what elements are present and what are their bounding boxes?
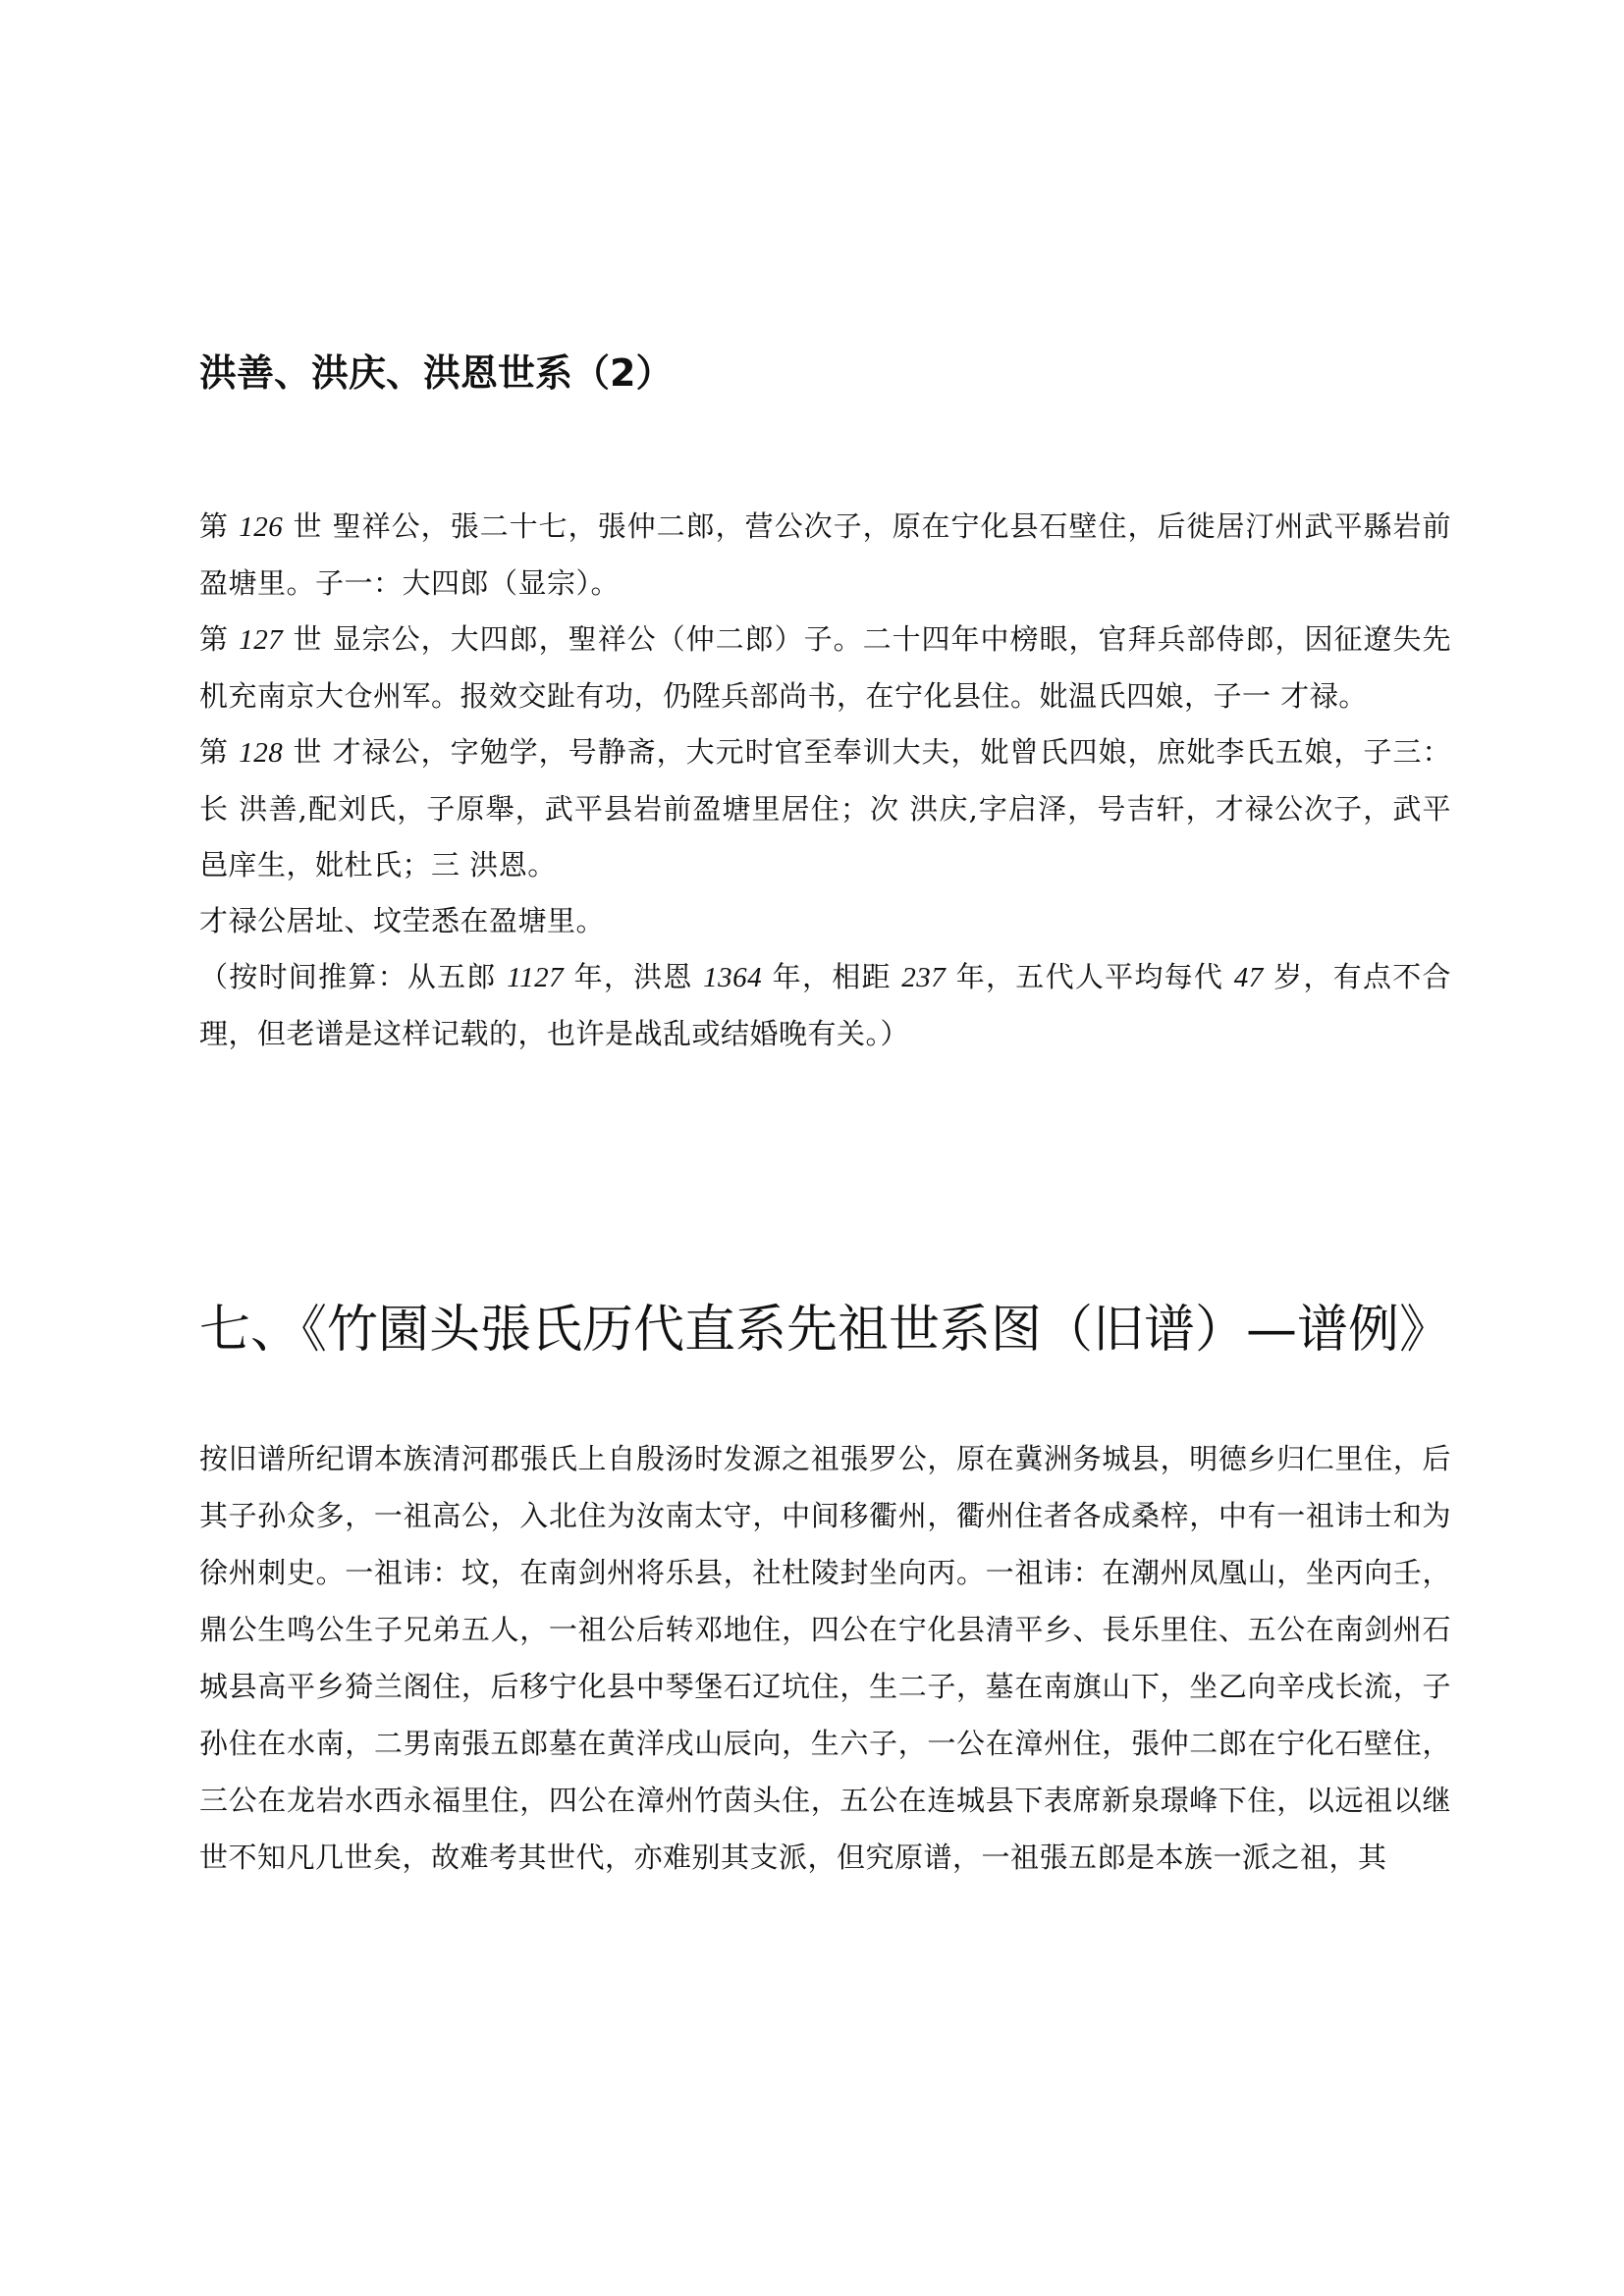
gen-127-prefix: 第	[199, 622, 229, 656]
note-number-4: 47	[1233, 962, 1264, 993]
note-paragraph	[199, 949, 1451, 1062]
note-part-5: 岁，有点不合理，但老谱是这样记载的，也许是战乱或结婚晚有关。）	[199, 960, 1452, 1050]
note-year-1: 1127	[507, 962, 565, 993]
note-part-1: （按时间推算：从五郎	[199, 960, 497, 993]
gen-127-paragraph	[199, 612, 1451, 724]
section-2-heading: 洪善、洪庆、洪恩世系（2）	[199, 351, 674, 395]
residence-paragraph: 才禄公居址、坟茔悉在盈塘里。	[199, 904, 606, 937]
section-2-body	[199, 499, 1451, 1062]
note-part-2: 年，洪恩	[573, 960, 693, 993]
note-part-3: 年，相距	[772, 960, 892, 993]
gen-128-number: 128	[239, 737, 284, 769]
gen-127-text: 世 显宗公，大四郎，聖祥公（仲二郎）子。二十四年中榜眼，官拜兵部侍郎，因征遼失先机充南京大仓州军。报效交趾有功，仍陞兵部尚书，在宁化县住。妣温氏四娘，子一 才禄。	[199, 622, 1451, 713]
note-year-2: 1364	[703, 962, 763, 993]
gen-126-number: 126	[239, 511, 284, 543]
note-year-3: 237	[901, 962, 947, 993]
note-part-4: 年，五代人平均每代	[955, 960, 1224, 993]
gen-126-paragraph	[199, 499, 1451, 612]
gen-126-text: 世 聖祥公，張二十七，張仲二郎，营公次子，原在宁化县石壁住，后徙居汀州武平縣岩前盈塘里。子一：大四郎（显宗）。	[199, 509, 1451, 600]
gen-127-number: 127	[239, 624, 284, 656]
section-7-heading: 七、《竹園头張氏历代直系先祖世系图（旧谱）—谱例》	[199, 1301, 1451, 1360]
gen-128-prefix: 第	[199, 735, 229, 769]
section-7-paragraph: 按旧谱所纪谓本族清河郡張氏上自殷汤时发源之祖張罗公，原在冀洲务城县，明德乡归仁里住，后其子孙众多，一祖高公，入北住为汝南太守，中间移衢州，衢州住者各成桑梓，中有一祖讳士和为徐州刺史。一祖讳：坟，在南剑州将乐县，社杜陵封坐向丙。一祖讳：在潮州凤凰山，坐丙向壬，鼎公生鸣公生子兄弟五人，一祖公后转邓地住，四公在宁化县清平乡、長乐里住、五公在南剑州石城县高平乡猗兰阁住，后移宁化县中琴堡石辽坑住，生二子，墓在南旗山下，坐乙向辛戌长流，子孙住在水南，二男南張五郎墓在黄洋戌山辰向，生六子，一公在漳州住，張仲二郎在宁化石壁住，三公在龙岩水西永福里住，四公在漳州竹茵头住，五公在连城县下表席新泉璟峰下住，以远祖以继世不知凡几世矣，故难考其世代，亦难别其支派，但究原谱，一祖張五郎是本族一派之祖，其	[199, 1442, 1451, 1874]
gen-126-prefix: 第	[199, 509, 229, 543]
gen-128-text: 世 才禄公，字勉学，号静斋，大元时官至奉训大夫，妣曾氏四娘，庶妣李氏五娘，子三：长 洪善,配刘氏，子原舉，武平县岩前盈塘里居住；次 洪庆,字启泽，号吉轩，才禄公次子，武平邑庠生，妣杜氏；三 洪恩。	[199, 735, 1451, 881]
gen-128-paragraph	[199, 724, 1451, 893]
section-7-body	[199, 1430, 1451, 1886]
